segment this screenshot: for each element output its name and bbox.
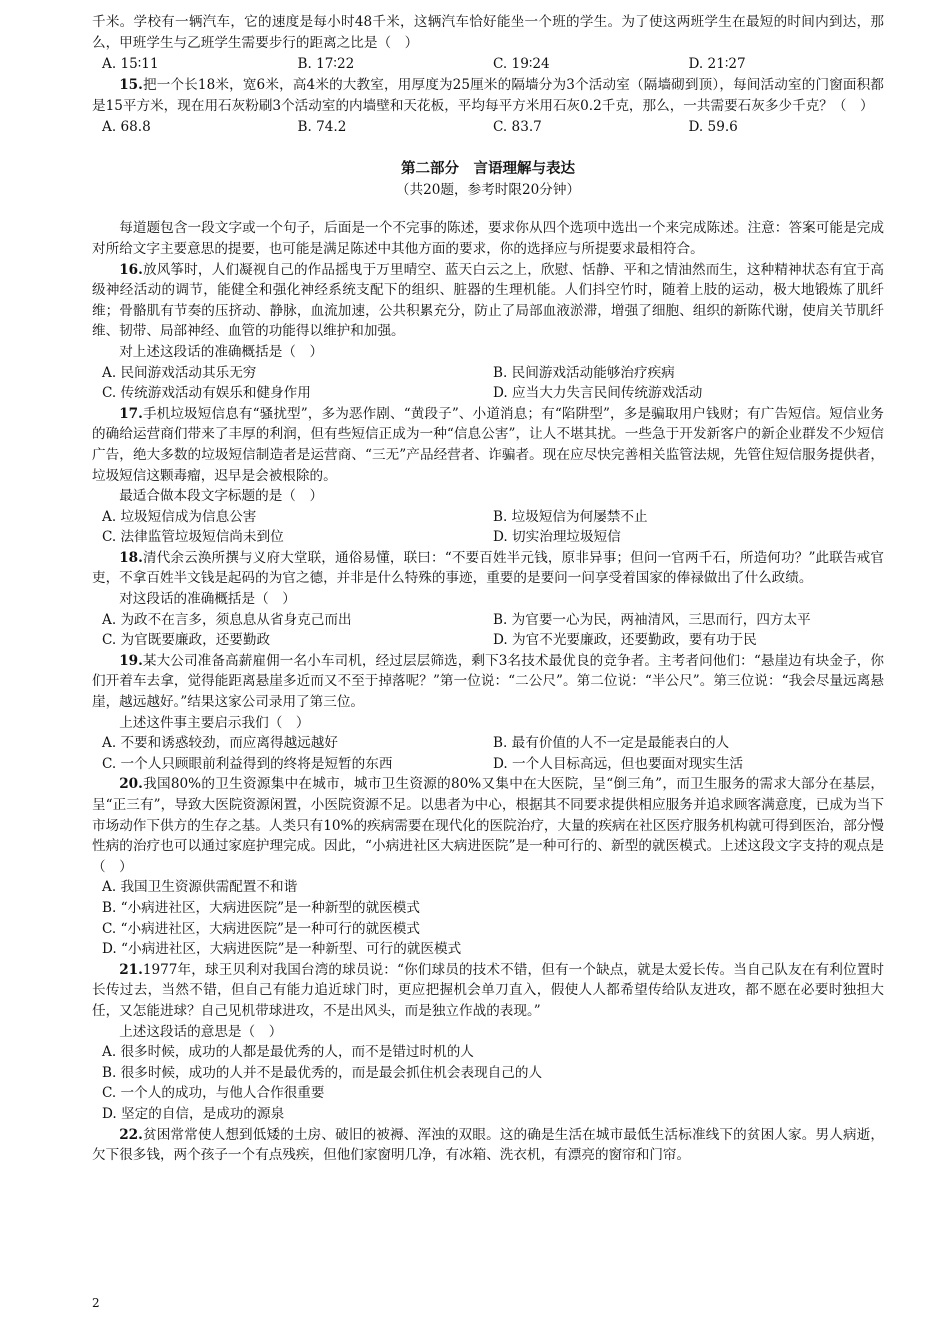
q17-options [92, 507, 884, 548]
q18-option-c: C. 为官既要廉政，还要勤政 [102, 632, 271, 649]
q16-options [92, 363, 884, 404]
q19-text: 某大公司准备高薪雇佣一名小车司机，经过层层筛选，剩下3名技术最优良的竞争者。主考者问他们：“悬崖边有块金子，你们开着车去拿，觉得能距离悬崖多近而又不至于掉落呢？”第一位说：“二公尺”。第二位说：“半公尺”。第三位说：“我会尽量远离悬崖，越远越好。”结果这家公司录用了第三位。 [92, 652, 884, 711]
q15-option-a: A. 68.8 [102, 119, 151, 136]
q15-number: 15. [119, 77, 143, 94]
q16-stem [92, 260, 884, 342]
q20-option-c: C. “小病进社区，大病进医院”是一种可行的就医模式 [102, 920, 420, 937]
q18-question: 对这段话的准确概括是（ ） [119, 591, 296, 608]
exam-page [92, 12, 884, 1166]
q18-option-b: B. 为官要一心为民，两袖清风，三思而行，四方太平 [493, 611, 811, 628]
q21-option-c: C. 一个人的成功，与他人合作很重要 [102, 1085, 325, 1102]
q16-text: 放风筝时，人们凝视自己的作品摇曳于万里晴空、蓝天白云之上，欣慰、恬静、平和之情油然而生，这种精神状态有宜于高级神经活动的调节，能健全和强化神经系统支配下的组织、脏器的生理机能。人们抖空竹时，随着上肢的运动，极大地锻炼了肌纤维；骨骼肌有节奏的压挤动、静脉，血流加速，公共积累充分，防止了局部血液淤滞，增强了细胞、组织的新陈代谢，使肩关节肌纤维、韧带、局部神经、血管的功能得以维护和加强。 [92, 261, 884, 340]
q21-option-d: D. 坚定的自信，是成功的源泉 [102, 1105, 285, 1122]
q19-stem [92, 651, 884, 713]
q22-stem [92, 1125, 884, 1166]
q21-stem [92, 960, 884, 1022]
q19-options [92, 733, 884, 774]
q18-number: 18. [119, 549, 143, 566]
q21-question: 上述这段话的意思是（ ） [119, 1023, 283, 1040]
q21-text: 1977年，球王贝利对我国台湾的球员说：“你们球员的技术不错，但有一个缺点，就是太爱长传。当自己队友在有利位置时长传过去，当然不错，但自己有能力追近球门时，更应把握机会单刀直入，假使人人都希望传给队友进攻，都不愿在必要时独担大任，又怎能进球？自己见机带球进攻，不是出风头，而是独立作战的表现。” [92, 961, 884, 1019]
q19-option-b: B. 最有价值的人不一定是最能表白的人 [493, 735, 730, 752]
q14-option-c: C. 19∶24 [493, 56, 550, 73]
q19-option-d: D. 一个人目标高远，但也要面对现实生活 [493, 755, 744, 772]
q14-option-b: B. 17∶22 [297, 56, 355, 73]
q22-text: 贫困常常使人想到低矮的土房、破旧的被褥、浑浊的双眼。这的确是生活在城市最低生活标准线下的贫困人家。男人病逝，欠下很多钱，两个孩子一个有点残疾，但他们家窗明几净，有冰箱、洗衣机，有漂亮的窗帘和门帘。 [92, 1126, 884, 1164]
q16-option-c: C. 传统游戏活动有娱乐和健身作用 [102, 385, 311, 402]
q15-options [92, 116, 884, 138]
section-instructions: 每道题包含一段文字或一个句子，后面是一个不完事的陈述，要求你从四个选项中选出一个来完成陈述。注意：答案可能是完成对所给文字主要意思的提要，也可能是满足陈述中其他方面的要求，你的选择应与所提要求最相符合。 [92, 220, 884, 257]
q22-number: 22. [119, 1126, 143, 1143]
q15-option-b: B. 74.2 [297, 119, 347, 136]
q19-option-c: C. 一个人只顾眼前利益得到的终将是短暂的东西 [102, 755, 393, 772]
q14-option-a: A. 15∶11 [102, 56, 159, 73]
q17-option-c: C. 法律监管垃圾短信尚未到位 [102, 529, 284, 546]
q17-number: 17. [119, 405, 143, 422]
q15-text: 把一个长18米，宽6米，高4米的大教室，用厚度为25厘米的隔墙分为3个活动室（隔墙砌到顶），每间活动室的门窗面积都是15平方米，现在用石灰粉刷3个活动室的内墙壁和天花板，平均每平方米用石灰0.2千克，那么，一共需要石灰多少千克？（ ） [92, 77, 884, 114]
q20-text: 我国80%的卫生资源集中在城市，城市卫生资源的80%又集中在大医院，呈“倒三角”，而卫生服务的需求大部分在基层，呈“正三有”，导致大医院资源闲置，小医院资源不足。以患者为中心，根据其不同要求提供相应服务并追求顾客满意度，已成为当下市场动作下供方的生存之基。人类只有10%的疾病需要在现代化的医院治疗，大量的疾病在社区医疗服务机构就可得到医治，部分慢性病的治疗也可以通过家庭护理完成。因此，“小病进社区大病进医院”是一种可行的、新型的就医模式。上述这段文字支持的观点是（ ） [92, 776, 884, 875]
q20-option-b: B. “小病进社区，大病进医院”是一种新型的就医模式 [102, 899, 420, 916]
q16-option-d: D. 应当大力失言民间传统游戏活动 [493, 385, 703, 402]
q14-continuation: 千米。学校有一辆汽车，它的速度是每小时48千米，这辆汽车恰好能坐一个班的学生。为了使这两班学生在最短的时间内到达，那么，甲班学生与乙班学生需要步行的距离之比是（ ） [92, 14, 884, 51]
q15-option-c: C. 83.7 [493, 119, 542, 136]
q17-question: 最适合做本段文字标题的是（ ） [119, 488, 324, 505]
q17-option-a: A. 垃圾短信成为信息公害 [102, 508, 257, 525]
q18-option-d: D. 为官不光要廉政，还要勤政，要有功于民 [493, 632, 757, 649]
q17-stem [92, 404, 884, 486]
q16-option-a: A. 民间游戏活动其乐无穷 [102, 364, 257, 381]
q18-option-a: A. 为政不在言多，须息息从省身克己而出 [102, 611, 352, 628]
q19-option-a: A. 不要和诱惑较劲，而应离得越远越好 [102, 735, 338, 752]
q21-option-a: A. 很多时候，成功的人都是最优秀的人，而不是错过时机的人 [102, 1044, 474, 1061]
q16-number: 16. [119, 261, 143, 278]
q20-option-d: D. “小病进社区，大病进医院”是一种新型、可行的就医模式 [102, 941, 462, 958]
q20-number: 20. [119, 776, 143, 793]
q15-option-d: D. 59.6 [688, 119, 738, 136]
q17-option-d: D. 切实治理垃圾短信 [493, 529, 621, 546]
q14-options [92, 53, 884, 75]
q16-option-b: B. 民间游戏活动能够治疗疾病 [493, 364, 675, 381]
q19-number: 19. [119, 652, 143, 669]
q21-number: 21. [119, 961, 143, 978]
q18-options [92, 610, 884, 651]
page-number: 2 [92, 1296, 100, 1310]
q19-question: 上述这件事主要启示我们（ ） [119, 714, 310, 731]
q15-stem [92, 75, 884, 116]
q18-text: 清代余云涣所撰与义府大堂联，通俗易懂，联曰：“不要百姓半元钱，原非异事；但问一官两千石，所造何功？”此联告戒官吏，不拿百姓半文钱是起码的为官之德，并非是什么特殊的事迹，重要的是要问一问享受着国家的俸禄做出了什么政绩。 [92, 549, 884, 587]
section-title: 第二部分 言语理解与表达 [401, 160, 575, 178]
q17-option-b: B. 垃圾短信为何屡禁不止 [493, 508, 648, 525]
q14-option-d: D. 21∶27 [688, 56, 746, 73]
q16-question: 对上述这段话的准确概括是（ ） [119, 343, 324, 360]
q20-stem [92, 774, 884, 877]
q21-option-b: B. 很多时候，成功的人并不是最优秀的，而是最会抓住机会表现自己的人 [102, 1064, 543, 1081]
q18-stem [92, 548, 884, 589]
q17-text: 手机垃圾短信息有“骚扰型”，多为恶作剧、“黄段子”、小道消息；有“陷阱型”，多是骗取用户钱财；有广告短信。短信业务的确给运营商们带来了丰厚的利润，但有些短信正成为一种“信息公害”，让人不堪其扰。一些急于开发新客户的新企业群发不少短信广告，绝大多数的垃圾短信制造者是运营商、“三无”产品经营者、诈骗者。现在应尽快完善相关监管法规，先管住短信服务提供者，垃圾短信这颗毒瘤，迟早是会被根除的。 [92, 405, 884, 484]
section-subtitle: （共20题，参考时限20分钟） [395, 182, 581, 199]
q20-option-a: A. 我国卫生资源供需配置不和谐 [102, 879, 298, 896]
